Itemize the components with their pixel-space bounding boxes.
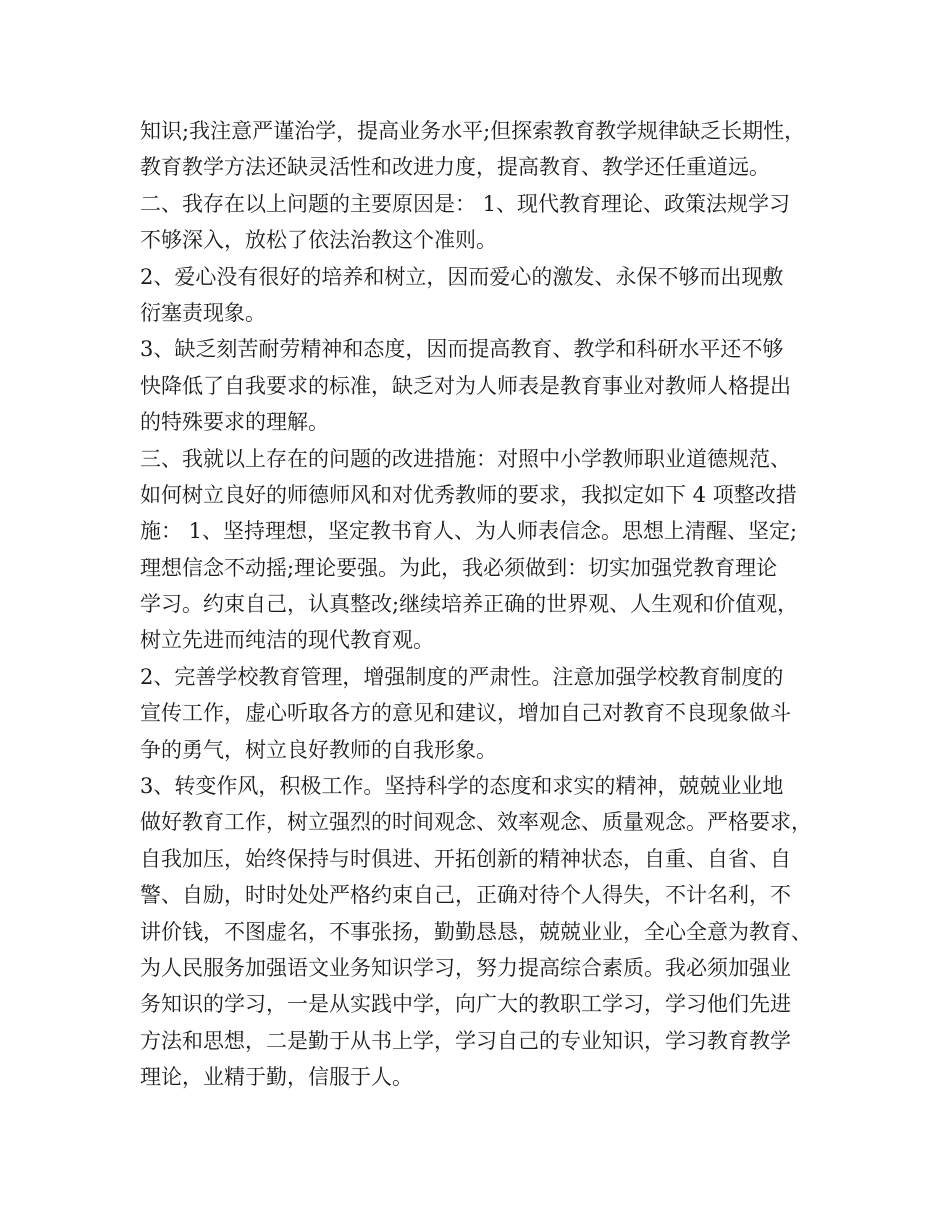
text-line: 为人民服务加强语文业务知识学习，努力提高综合素质。我必须加强业 <box>140 955 791 980</box>
text-line: 做好教育工作，树立强烈的时间观念、效率观念、质量观念。严格要求， <box>140 810 812 835</box>
text-line: 快降低了自我要求的标准，缺乏对为人师表是教育事业对教师人格提出 <box>140 373 791 398</box>
text-line: 三、我就以上存在的问题的改进措施：对照中小学教师职业道德规范、 <box>140 446 791 471</box>
text-line: 学习。约束自己，认真整改;继续培养正确的世界观、人生观和价值观， <box>140 592 799 617</box>
text-line: 理论，业精于勤，信服于人。 <box>140 1065 413 1090</box>
text-line: 方法和思想，二是勤于从书上学，学习自己的专业知识，学习教育教学 <box>140 1028 791 1053</box>
text-line: 二、我存在以上问题的主要原因是： 1、现代教育理论、政策法规学习 <box>140 191 791 216</box>
text-line: 3、缺乏刻苦耐劳精神和态度，因而提高教育、教学和科研水平还不够 <box>140 337 784 362</box>
text-line: 2、爱心没有很好的培养和树立，因而爱心的激发、永保不够而出现敷 <box>140 264 784 289</box>
text-line: 树立先进而纯洁的现代教育观。 <box>140 628 434 653</box>
text-line: 的特殊要求的理解。 <box>140 410 329 435</box>
text-line: 衍塞责现象。 <box>140 300 266 325</box>
text-line: 2、完善学校教育管理，增强制度的严肃性。注意加强学校教育制度的 <box>140 664 784 689</box>
text-line: 自我加压，始终保持与时俱进、开拓创新的精神状态，自重、自省、自 <box>140 846 791 871</box>
text-line: 不够深入，放松了依法治教这个准则。 <box>140 228 497 253</box>
text-line: 如何树立良好的师德师风和对优秀教师的要求，我拟定如下 4 项整改措 <box>140 482 797 507</box>
text-line: 宣传工作，虚心听取各方的意见和建议，增加自己对教育不良现象做斗 <box>140 701 791 726</box>
text-line: 讲价钱，不图虚名，不事张扬，勤勤恳恳，兢兢业业，全心全意为教育、 <box>140 919 812 944</box>
text-line: 理想信念不动摇;理论要强。为此，我必须做到：切实加强党教育理论 <box>140 555 778 580</box>
text-line: 警、自励，时时处处严格约束自己，正确对待个人得失，不计名利，不 <box>140 883 791 908</box>
text-line: 务知识的学习，一是从实践中学，向广大的教职工学习，学习他们先进 <box>140 992 791 1017</box>
document-body <box>140 113 840 1096</box>
text-line: 知识;我注意严谨治学，提高业务水平;但探索教育教学规律缺乏长期性， <box>140 119 806 143</box>
text-line: 3、转变作风，积极工作。坚持科学的态度和求实的精神，兢兢业业地 <box>140 774 784 799</box>
text-line: 施： 1、坚持理想，坚定教书育人、为人师表信念。思想上清醒、坚定; <box>140 519 798 544</box>
text-line: 教育教学方法还缺灵活性和改进力度，提高教育、教学还任重道远。 <box>140 155 770 180</box>
text-line: 争的勇气，树立良好教师的自我形象。 <box>140 737 497 762</box>
